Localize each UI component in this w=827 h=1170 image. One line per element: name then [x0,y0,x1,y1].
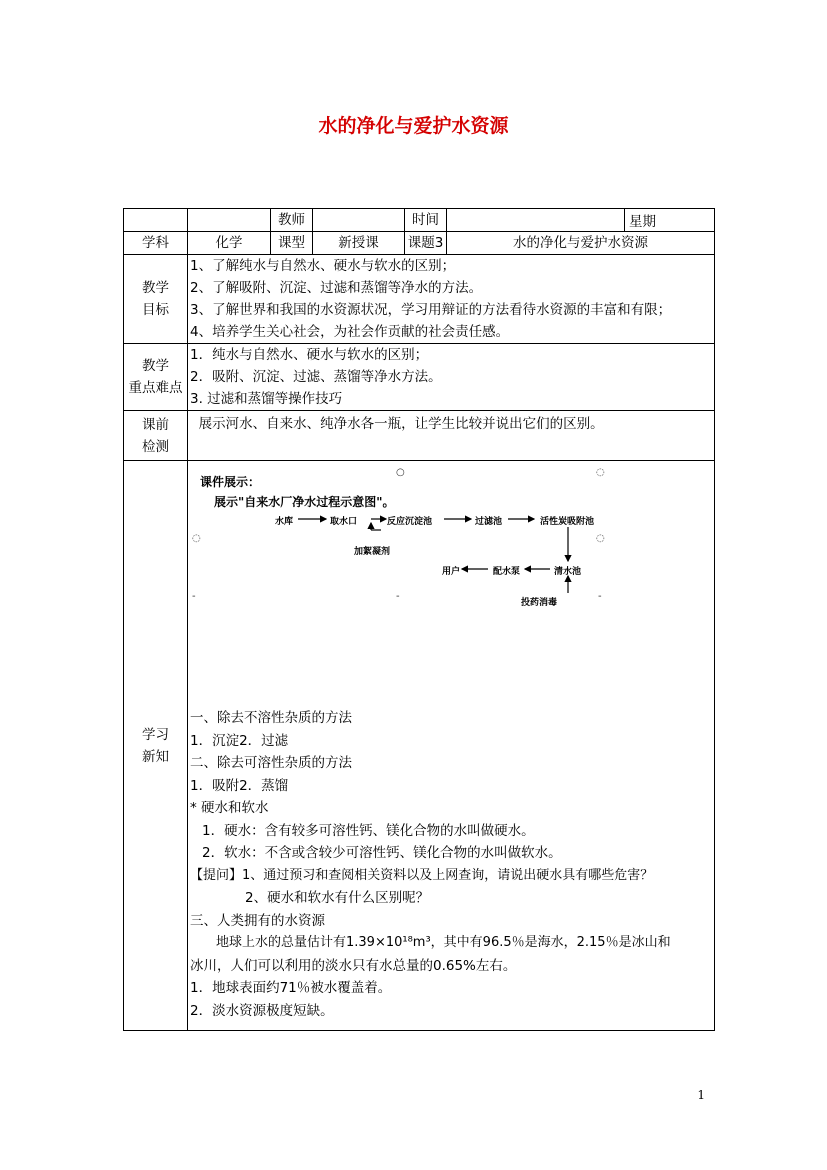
pre-check-label-line: 课前 [142,416,169,433]
document-title: 水的净化与爱护水资源 [318,115,509,137]
key-point-item: 2．吸附、沉淀、过滤、蒸馏等净水方法。 [190,369,442,385]
node-clear-water: 清水池 [554,567,582,577]
header-row [124,209,715,232]
key-point-item: 3. 过滤和蒸馏等操作技巧 [190,391,343,407]
section-heading: 三、人类拥有的水资源 [190,912,325,929]
section-heading: 二、除去可溶性杂质的方法 [190,755,352,771]
lesson-type-label: 课型 [271,232,313,255]
node-sedimentation: 反应沉淀池 [387,517,433,527]
dash-mark: - [192,591,196,602]
teacher-label: 教师 [271,209,313,232]
goals-label [124,255,188,344]
node-filter: 过滤池 [475,517,503,527]
key-point-item: 1．纯水与自然水、硬水与软水的区别； [190,347,429,363]
goals-content [188,255,715,344]
pre-check-label [124,411,188,461]
diagram-heading: 课件展示： [200,475,261,489]
subject-label: 学科 [124,232,188,255]
pre-check-row [124,411,715,461]
dash-mark: - [598,591,602,602]
section-heading: 一、除去不溶性杂质的方法 [190,710,352,726]
new-knowledge-text [190,707,712,1022]
teacher-value [313,209,405,232]
node-user: 用户 [442,567,461,577]
new-knowledge-label [124,461,188,1031]
key-points-content [188,344,715,411]
pre-check-content [188,411,715,461]
goal-item: 1、了解纯水与自然水、硬水与软水的区别； [190,258,456,274]
info-row [124,232,715,255]
circle-mark: ◌ [192,533,201,544]
circle-mark: ◌ [596,533,605,544]
text-line: 1．地球表面约71％被水覆盖着。 [190,980,392,996]
topic-label: 课题3 [405,232,447,255]
pre-check-label-line: 检测 [142,438,169,455]
circle-mark: ○ [396,467,405,478]
lesson-plan-table [123,208,715,1031]
new-knowledge-label-line: 学习 [142,726,169,743]
time-label: 时间 [405,209,447,232]
water-plant-diagram [190,461,712,707]
goals-label-line: 目标 [142,302,169,318]
new-knowledge-content [188,461,715,1031]
node-disinfect: 投药消毒 [521,598,558,608]
node-reservoir: 水库 [275,517,294,527]
key-points-label-line: 教学 [142,358,169,374]
diagram-arrows [190,461,710,621]
pre-check-text: 展示河水、自来水、纯净水各一瓶，让学生比较并说出它们的区别。 [190,416,604,432]
node-carbon: 活性炭吸附池 [540,517,595,527]
diagram-subheading: 展示"自来水厂净水过程示意图"。 [214,495,395,509]
goals-label-line: 教学 [142,280,169,296]
node-pump: 配水泵 [493,567,521,577]
goal-item: 2、了解吸附、沉淀、过滤和蒸馏等净水的方法。 [190,280,483,296]
key-points-label-line: 重点难点 [128,380,183,396]
blank-cell [124,209,188,232]
dash-mark: - [396,591,400,602]
key-points-row [124,344,715,411]
page-number: 1 [697,1088,705,1102]
text-line: 2．淡水资源极度短缺。 [190,1002,334,1019]
time-value [447,209,625,232]
blank-cell [188,209,271,232]
subject-value: 化学 [188,232,271,255]
node-intake: 取水口 [330,517,358,527]
text-line: 1．吸附2．蒸馏 [190,777,289,794]
text-line: 1．硬水：含有较多可溶性钙、镁化合物的水叫做硬水。 [202,822,535,839]
text-line: 1．沉淀2．过滤 [190,732,289,749]
lesson-type-value: 新授课 [313,232,405,255]
node-coagulant: 加絮凝剂 [354,547,391,557]
question-line: 2、硬水和软水有什么区别呢？ [245,890,430,906]
goals-row [124,255,715,344]
text-line: 2．软水：不含或含较少可溶性钙、镁化合物的水叫做软水。 [202,845,562,861]
new-knowledge-label-line: 新知 [142,748,169,765]
key-points-label [124,344,188,411]
goal-item: 3、了解世界和我国的水资源状况，学习用辩证的方法看待水资源的丰富和有限； [190,302,672,318]
goal-item: 4、培养学生关心社会，为社会作贡献的社会责任感。 [190,324,510,340]
circle-mark: ◌ [596,467,605,478]
text-line: 冰川，人们可以利用的淡水只有水总量的0.65%左右。 [190,957,517,974]
text-line: 地球上水的总量估计有1.39×10¹⁸m³，其中有96.5％是海水，2.15％是冰山和 [216,935,671,950]
topic-value: 水的净化与爱护水资源 [447,232,715,255]
weekday-label: 星期 [625,209,715,232]
section-heading: * 硬水和软水 [190,800,269,816]
question-line: 【提问】1、通过预习和查阅相关资料以及上网查询，请说出硬水具有哪些危害？ [190,867,654,883]
new-knowledge-row [124,461,715,1031]
